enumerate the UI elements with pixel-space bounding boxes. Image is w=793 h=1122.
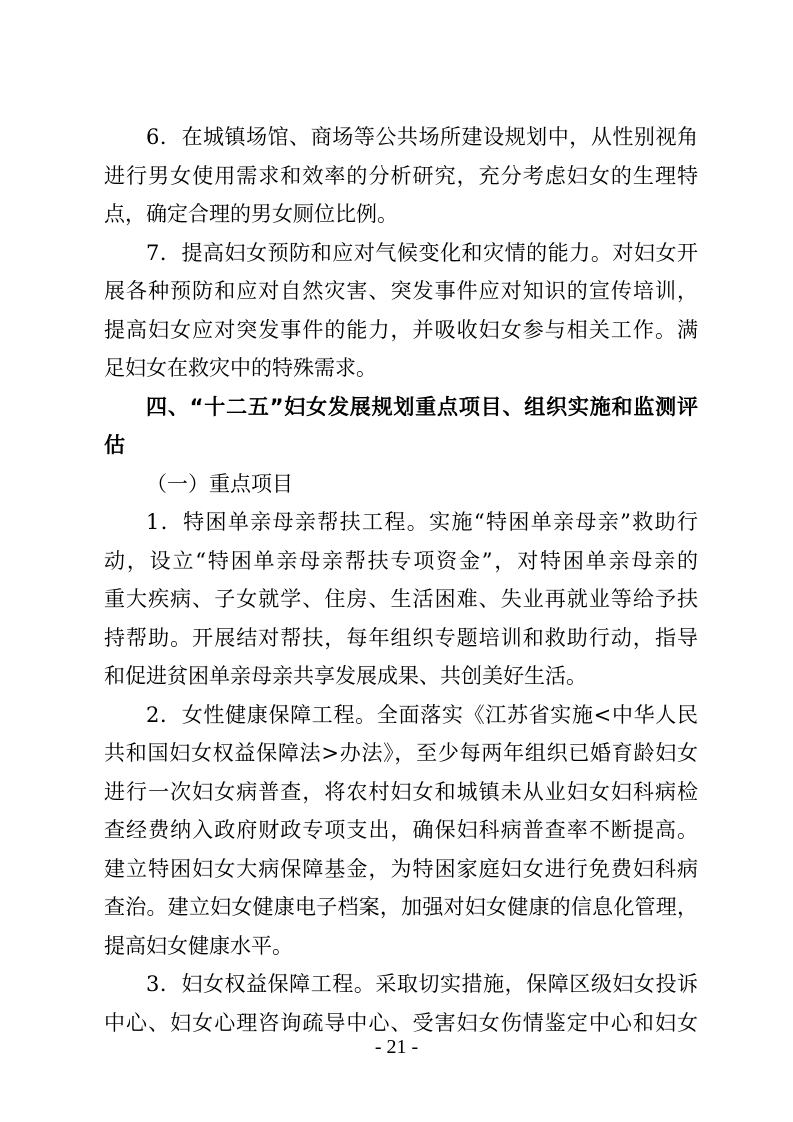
item-1-line-4: 持帮助。开展结对帮扶，每年组织专题培训和救助行动，指导 bbox=[104, 625, 698, 650]
paragraph-6-line-1: 6．在城镇场馆、商场等公共场所建设规划中，从性别视角 bbox=[146, 125, 698, 149]
section-heading-line-2: 估 bbox=[104, 433, 125, 457]
item-2-line-2: 共和国妇女权益保障法>办法》，至少每两年组织已婚育龄妇女 bbox=[104, 741, 698, 765]
item-1-line-1: 1．特困单亲母亲帮扶工程。实施“特困单亲母亲”救助行 bbox=[146, 510, 698, 534]
item-3-line-1: 3．妇女权益保障工程。采取切实措施，保障区级妇女投诉 bbox=[146, 972, 698, 996]
item-2-line-6: 查治。建立妇女健康电子档案，加强对妇女健康的信息化管理， bbox=[104, 895, 698, 919]
item-1-line-2: 动，设立“特困单亲母亲帮扶专项资金”，对特困单亲母亲的 bbox=[104, 548, 698, 573]
paragraph-6-line-3: 点，确定合理的男女厕位比例。 bbox=[104, 202, 398, 226]
item-2-line-3: 进行一次妇女病普查，将农村妇女和城镇未从业妇女妇科病检 bbox=[104, 779, 698, 804]
paragraph-7-line-3: 提高妇女应对突发事件的能力，并吸收妇女参与相关工作。满 bbox=[104, 317, 698, 342]
item-3-line-2: 中心、妇女心理咨询疏导中心、受害妇女伤情鉴定中心和妇女 bbox=[104, 1010, 698, 1035]
paragraph-7-line-4: 足妇女在救灾中的特殊需求。 bbox=[104, 356, 377, 380]
paragraph-7-line-1: 7．提高妇女预防和应对气候变化和灾情的能力。对妇女开 bbox=[146, 240, 698, 265]
item-2-line-7: 提高妇女健康水平。 bbox=[104, 933, 293, 958]
paragraph-7-line-2: 展各种预防和应对自然灾害、突发事件应对知识的宣传培训， bbox=[104, 279, 698, 303]
item-2-line-4: 查经费纳入政府财政专项支出，确保妇科病普查率不断提高。 bbox=[104, 818, 698, 842]
subsection-heading: （一）重点项目 bbox=[146, 471, 293, 496]
item-2-line-5: 建立特困妇女大病保障基金，为特困家庭妇女进行免费妇科病 bbox=[104, 856, 698, 881]
document-body bbox=[104, 118, 698, 1042]
item-1-line-5: 和促进贫困单亲母亲共享发展成果、共创美好生活。 bbox=[104, 664, 587, 688]
item-1-line-3: 重大疾病、子女就学、住房、生活困难、失业再就业等给予扶 bbox=[104, 587, 698, 611]
page-number: - 21 - bbox=[374, 1036, 419, 1058]
section-heading-line-1: 四、“十二五”妇女发展规划重点项目、组织实施和监测评 bbox=[146, 394, 698, 419]
item-2-line-1: 2．女性健康保障工程。全面落实《江苏省实施<中华人民 bbox=[146, 702, 698, 727]
paragraph-6-line-2: 进行男女使用需求和效率的分析研究，充分考虑妇女的生理特 bbox=[104, 163, 698, 188]
